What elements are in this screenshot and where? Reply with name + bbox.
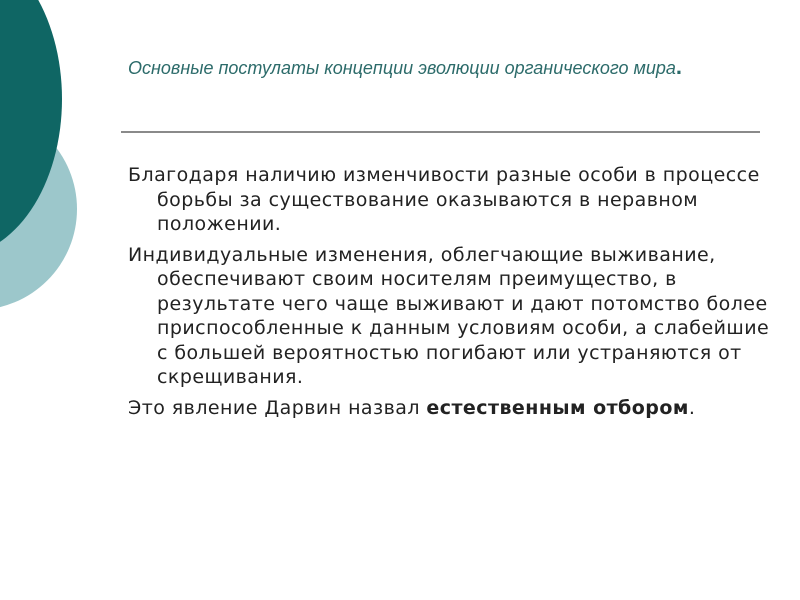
natural-selection-term: естественным отбором [426, 396, 689, 419]
slide-title-period: . [675, 54, 683, 79]
natural-selection-lead-text: Это явление Дарвин назвал [128, 396, 427, 419]
paragraph-individual-changes: Индивидуальные изменения, облегчающие выживание, обеспечивают своим носителям преимущество, в результате чего чаще выживают и дают потомство более приспособленные к данным условиям особи, а слабейшие с большей вероятностью погибают или устраняются от скрещивания. [128, 243, 770, 388]
title-divider [121, 131, 760, 133]
slide-body [128, 163, 773, 426]
paragraph-natural-selection [128, 396, 773, 421]
natural-selection-period: . [688, 396, 696, 419]
slide-title [128, 48, 768, 87]
slide-title-text: Основные постулаты концепции эволюции органического мира [128, 58, 676, 78]
paragraph-variability: Благодаря наличию изменчивости разные особи в процессе борьбы за существование оказываются в неравном положении. [128, 164, 760, 235]
